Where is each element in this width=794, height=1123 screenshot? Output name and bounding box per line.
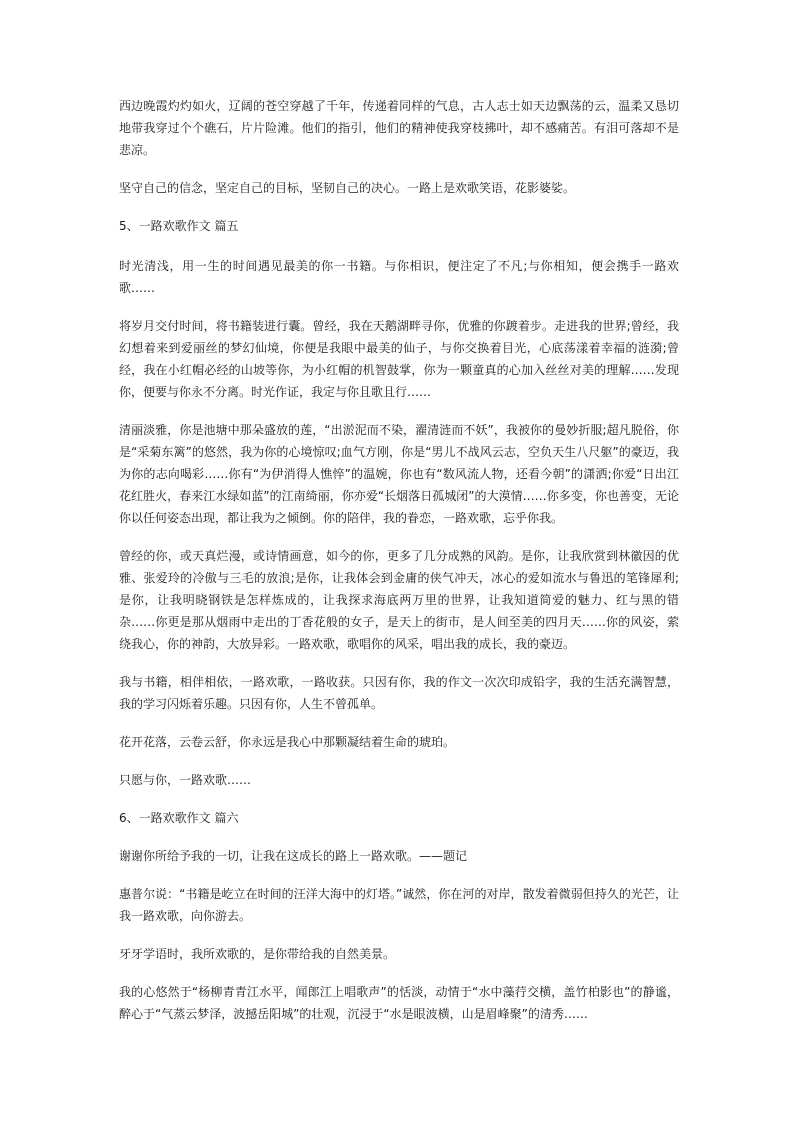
paragraph: 我与书籍，相伴相依，一路欢歌，一路收获。只因有你，我的作文一次次印成铅字，我的生活充满智慧，我的学习闪烁着乐趣。只因有你，人生不曾孤单。 (119, 675, 679, 711)
paragraph: 清丽淡雅，你是池塘中那朵盛放的莲，“出淤泥而不染，濯清涟而不妖”，我被你的曼妙折服;超凡脱俗，你是“采菊东篱”的悠然，我为你的心境惊叹;血气方刚，你是“男儿不战风云志，空负天生八尺躯”的豪迈，我为你的志向喝彩……你有“为伊消得人憔悴”的温婉，你也有“数风流人物，还看今朝”的潇洒;你爱“日出江花红胜火，春来江水绿如蓝”的江南绮丽，你亦爱“长烟落日孤城闭”的大漠情……你多变，你也善变，无论你以任何姿态出现，都让我为之倾倒。你的陪伴，我的眷恋，一路欢歌，忘乎你我。 (119, 423, 679, 525)
paragraph: 时光清浅，用一生的时间遇见最美的你一书籍。与你相识，便注定了不凡;与你相知，便会携手一路欢歌…… (119, 259, 679, 295)
section-heading-5: 5、一路欢歌作文 篇五 (119, 219, 239, 233)
paragraph: 牙牙学语时，我所欢歌的，是你带给我的自然美景。 (119, 947, 396, 961)
article-body (119, 95, 679, 1025)
paragraph: 谢谢你所给予我的一切，让我在这成长的路上一路欢歌。——题记 (119, 849, 468, 863)
paragraph: 花开花落，云卷云舒，你永远是我心中那颗凝结着生命的琥珀。 (119, 735, 456, 749)
paragraph: 坚守自己的信念，坚定自己的目标，坚韧自己的决心。一路上是欢歌笑语，花影婆娑。 (119, 181, 576, 195)
paragraph: 西边晚霞灼灼如火，辽阔的苍空穿越了千年，传递着同样的气息，古人志士如天边飘荡的云，温柔又恳切地带我穿过个个礁石，片片险滩。他们的指引，他们的精神使我穿枝拂叶，却不感痛苦。有泪可落却不是悲凉。 (119, 99, 679, 157)
paragraph: 曾经的你，或天真烂漫，或诗情画意，如今的你，更多了几分成熟的风韵。是你，让我欣赏到林徽因的优雅、张爱玲的冷傲与三毛的放浪;是你，让我体会到金庸的侠气冲天，冰心的爱如流水与鲁迅的笔锋犀利;是你，让我明晓钢铁是怎样炼成的，让我探求海底两万里的世界，让我知道简爱的魅力、红与黑的错杂……你更是那从烟雨中走出的丁香花般的女子，是天上的街市，是人间至美的四月天……你的风姿，萦绕我心，你的神韵，大放异彩。一路欢歌，歌唱你的风采，唱出我的成长，我的豪迈。 (119, 549, 679, 651)
paragraph: 我的心悠然于“杨柳青青江水平，闻郎江上唱歌声”的恬淡，动情于“水中藻荇交横，盖竹柏影也”的静谧，醉心于“气蒸云梦泽，波撼岳阳城”的壮观，沉浸于“水是眼波横，山是眉峰聚”的清秀…… (119, 985, 679, 1021)
paragraph: 惠普尔说：“书籍是屹立在时间的汪洋大海中的灯塔。”诚然，你在河的对岸，散发着微弱但持久的光芒，让我一路欢歌，向你游去。 (119, 887, 679, 923)
paragraph: 将岁月交付时间，将书籍装进行囊。曾经，我在天鹅湖畔寻你，优雅的你踱着步。走进我的世界;曾经，我幻想着来到爱丽丝的梦幻仙境，你便是我眼中最美的仙子，与你交换着目光，心底荡漾着幸福的涟漪;曾经，我在小红帽必经的山坡等你，为小红帽的机智鼓掌，你为一颗童真的心加入丝丝对美的理解……发现你，便要与你永不分离。时光作证，我定与你且歌且行…… (119, 319, 679, 399)
section-heading-6: 6、一路欢歌作文 篇六 (119, 811, 239, 825)
paragraph: 只愿与你，一路欢歌…… (119, 773, 252, 787)
